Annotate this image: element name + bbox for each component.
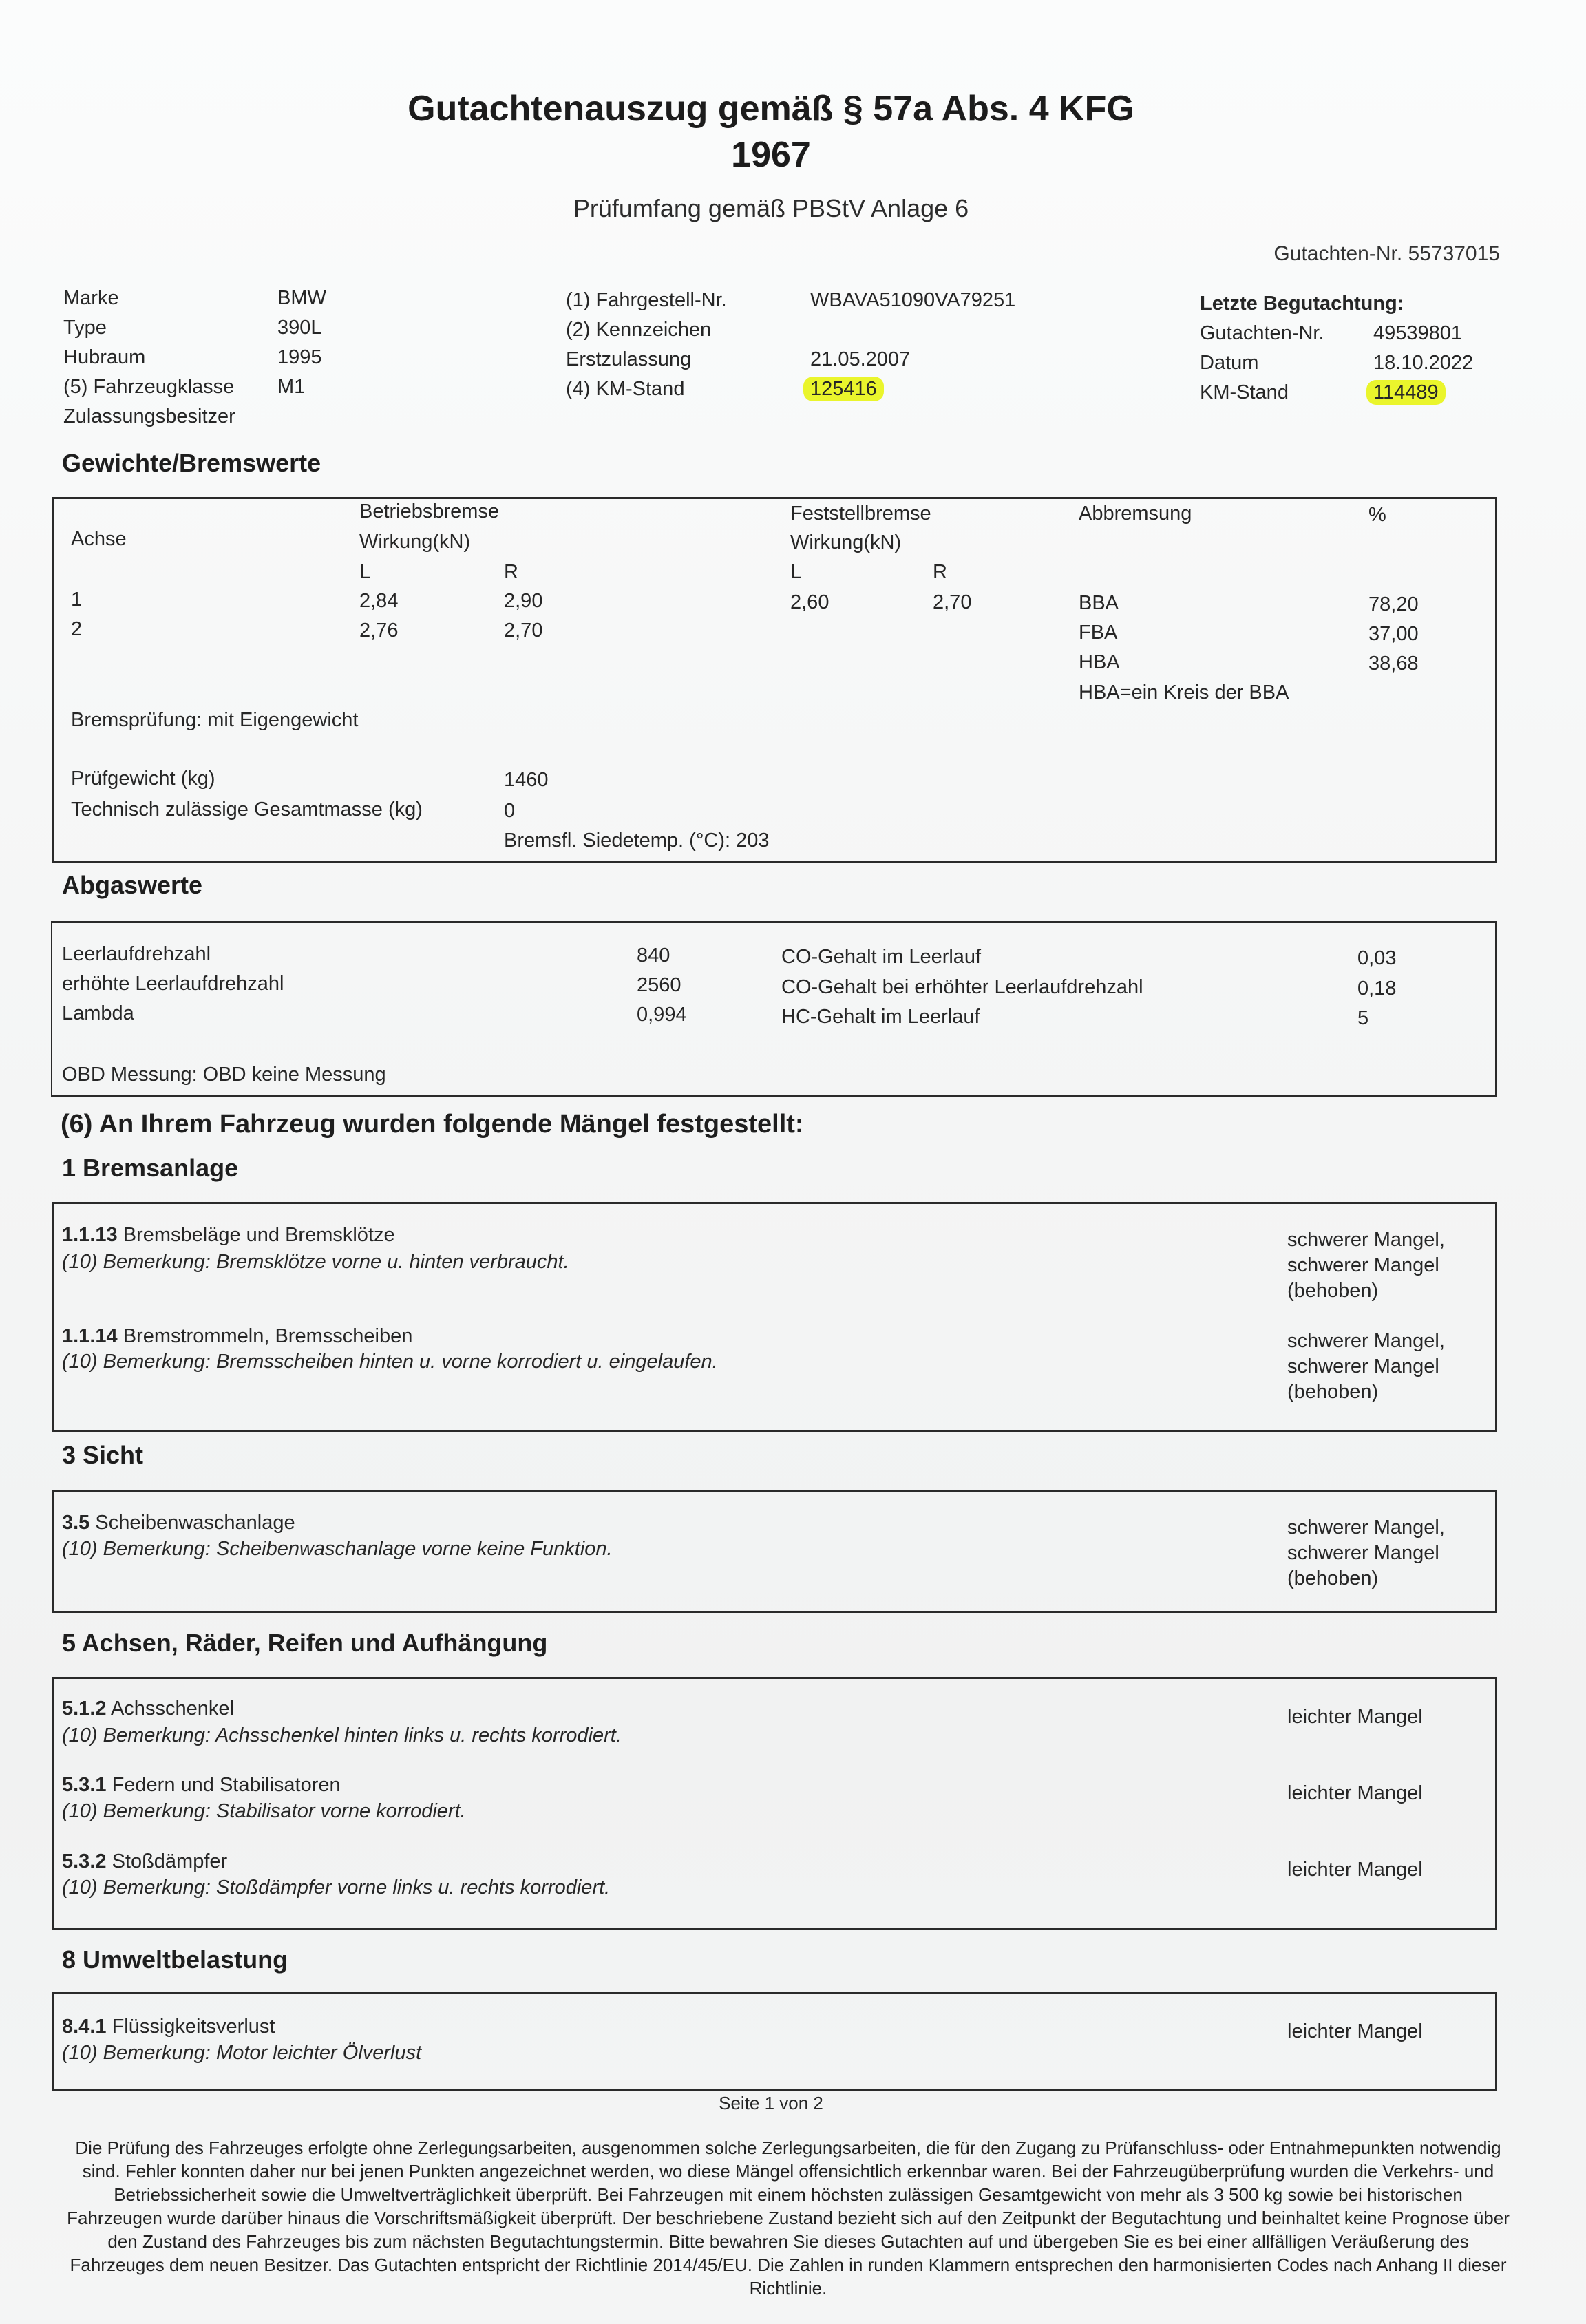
emission-value: 0,18: [1357, 978, 1397, 1000]
gross-mass-value: 0: [504, 800, 516, 822]
defect-severity: leichter Mangel: [1287, 2020, 1423, 2042]
footer-disclaimer: Die Prüfung des Fahrzeuges erfolgte ohne Zerlegungsarbeiten, ausgenommen solche Zerlegungsarbeiten, die für den Zugang zu Prüfanschluss- oder Entnahmepunkten notwendig sind. Fehler konnten daher nur bei jenen Punkten angezeichnet werden, wo diese Mängel offensichtlich erkennbar waren. Bei der Fahrzeugüberprüfung wurden die Verkehrs- und Betriebssicherheit sowie die Umweltverträglichkeit überprüft. Bei Fahrzeugen mit einem höchsten zulässigen Gesamtgewicht von mehr als 3 500 kg sowie bei historischen Fahrzeugen wurde darüber hinaus die Vorschriftsmäßigkeit überprüft. Der beschriebene Zustand bezieht sich auf den Zeitpunkt der Begutachtung und beinhaltet keine Prognose über den Zustand des Fahrzeuges bis zum nächsten Begutachtungstermin. Bitte bewahren Sie dieses Gutachten auf und übergeben Sie es bei einer allfälligen Veräußerung des Fahrzeuges dem neuen Besitzer. Das Gutachten entspricht der Richtlinie 2014/45/EU. Die Zahlen in runden Klammern entsprechen den harmonisierten Codes nach Anhang II dieser Richtlinie.: [67, 2137, 1510, 2299]
test-weight-label: Prüfgewicht (kg): [71, 768, 215, 790]
service-brake-label: Betriebsbremse: [359, 500, 500, 522]
defect-heading: [62, 1512, 295, 1534]
defect-severity: leichter Mangel: [1287, 1782, 1423, 1804]
emission-label: HC-Gehalt im Leerlauf: [781, 1006, 980, 1028]
parking-effect-label: Wirkung(kN): [790, 531, 902, 553]
axle-number: 1: [71, 589, 83, 611]
label-zulassungsbesitzer: Zulassungsbesitzer: [63, 405, 235, 427]
rate-value: 78,20: [1368, 593, 1419, 615]
defect-title: Stoßdämpfer: [112, 1850, 228, 1872]
section-title: 3 Sicht: [62, 1441, 144, 1469]
defect-code: 5.3.2: [62, 1850, 107, 1872]
rate-name: FBA: [1079, 622, 1118, 644]
obd-measurement: OBD Messung: OBD keine Messung: [62, 1064, 386, 1086]
defect-severity: leichter Mangel: [1287, 1859, 1423, 1881]
axle-header: Achse: [71, 528, 127, 550]
brake-fluid-boiling: Bremsfl. Siedetemp. (°C): 203: [504, 830, 770, 852]
service-effect-label: Wirkung(kN): [359, 531, 471, 553]
label-km-stand: (4) KM-Stand: [566, 378, 685, 400]
parking-brake-label: Feststellbremse: [790, 503, 931, 525]
value-km-stand: 125416: [803, 377, 884, 401]
defect-code: 1.1.14: [62, 1325, 118, 1347]
emissions-heading: Abgaswerte: [62, 871, 203, 899]
emission-value: 5: [1357, 1007, 1369, 1029]
value-marke: BMW: [277, 287, 326, 309]
emission-label: Leerlaufdrehzahl: [62, 943, 211, 965]
km-stand-wrapper: [810, 378, 884, 401]
defect-title: Bremstrommeln, Bremsscheiben: [123, 1325, 413, 1347]
defect-severity: leichter Mangel: [1287, 1706, 1423, 1728]
gross-mass-label: Technisch zulässige Gesamtmasse (kg): [71, 799, 423, 821]
label-marke: Marke: [63, 287, 119, 309]
section-title: 8 Umweltbelastung: [62, 1945, 288, 1974]
defect-title: Achsschenkel: [110, 1698, 234, 1720]
defect-code: 1.1.13: [62, 1224, 118, 1246]
defect-heading: [62, 1325, 412, 1348]
label-last-report-nr: Gutachten-Nr.: [1200, 322, 1324, 344]
defect-heading: [62, 1224, 395, 1247]
defect-title: Scheibenwaschanlage: [95, 1512, 295, 1534]
service-left-header: L: [359, 561, 371, 583]
label-fahrgestell: (1) Fahrgestell-Nr.: [566, 289, 727, 311]
defect-code: 5.3.1: [62, 1774, 107, 1796]
defect-remark: (10) Bemerkung: Stoßdämpfer vorne links u. rechts korrodiert.: [62, 1877, 611, 1899]
defect-heading: [62, 1774, 341, 1797]
defect-title: Flüssigkeitsverlust: [112, 2016, 275, 2038]
document-year: 1967: [731, 135, 811, 175]
defect-severity: schwerer Mangel, schwerer Mangel (behoben): [1287, 1330, 1445, 1403]
defect-section-box: [52, 1992, 1497, 2091]
defect-code: 3.5: [62, 1512, 90, 1534]
parking-left-value: 2,60: [790, 591, 829, 613]
emission-label: CO-Gehalt im Leerlauf: [781, 946, 982, 968]
defect-remark: (10) Bemerkung: Bremsklötze vorne u. hinten verbraucht.: [62, 1251, 569, 1273]
emission-value: 2560: [637, 974, 681, 996]
section-title: 1 Bremsanlage: [62, 1154, 239, 1182]
emission-value: 0,03: [1357, 947, 1397, 969]
defect-remark: (10) Bemerkung: Bremsscheiben hinten u. vorne korrodiert u. eingelaufen.: [62, 1351, 718, 1373]
label-last-date: Datum: [1200, 352, 1259, 374]
defect-severity: schwerer Mangel, schwerer Mangel (behoben): [1287, 1229, 1445, 1302]
label-last-km: KM-Stand: [1200, 381, 1289, 403]
report-number: Gutachten-Nr. 55737015: [1273, 242, 1500, 265]
defect-severity: schwerer Mangel, schwerer Mangel (behoben): [1287, 1517, 1445, 1589]
axle-number: 2: [71, 618, 83, 640]
rate-name: HBA: [1079, 651, 1120, 673]
service-right-value: 2,90: [504, 590, 543, 612]
defect-title: Bremsbeläge und Bremsklötze: [123, 1224, 395, 1246]
value-fahrzeugklasse: M1: [277, 376, 306, 398]
defect-remark: (10) Bemerkung: Scheibenwaschanlage vorne keine Funktion.: [62, 1538, 613, 1560]
value-fahrgestell: WBAVA51090VA79251: [810, 289, 1016, 311]
document-subtitle: Prüfumfang gemäß PBStV Anlage 6: [573, 194, 969, 222]
value-last-report-nr: 49539801: [1373, 322, 1463, 344]
parking-right-header: R: [933, 561, 947, 583]
value-erstzulassung: 21.05.2007: [810, 348, 911, 370]
section-title: 5 Achsen, Räder, Reifen und Aufhängung: [62, 1629, 548, 1657]
label-erstzulassung: Erstzulassung: [566, 348, 692, 370]
emission-label: CO-Gehalt bei erhöhter Leerlaufdrehzahl: [781, 976, 1143, 998]
brake-test-mode: Bremsprüfung: mit Eigengewicht: [71, 709, 359, 731]
label-fahrzeugklasse: (5) Fahrzeugklasse: [63, 376, 235, 398]
parking-right-value: 2,70: [933, 591, 972, 613]
label-type: Type: [63, 317, 107, 339]
emission-value: 0,994: [637, 1004, 687, 1026]
value-last-km: 114489: [1366, 380, 1446, 405]
rate-value: 38,68: [1368, 653, 1419, 675]
rate-name: BBA: [1079, 592, 1119, 614]
parking-left-header: L: [790, 561, 802, 583]
defect-title: Federn und Stabilisatoren: [112, 1774, 341, 1796]
defect-heading: [62, 1850, 227, 1873]
deceleration-header: Abbremsung: [1079, 503, 1192, 525]
defect-heading: [62, 2016, 275, 2038]
service-right-header: R: [504, 561, 518, 583]
service-left-value: 2,84: [359, 590, 399, 612]
service-right-value: 2,70: [504, 620, 543, 642]
defect-code: 5.1.2: [62, 1698, 107, 1720]
emission-label: Lambda: [62, 1002, 134, 1024]
value-hubraum: 1995: [277, 346, 322, 368]
defect-code: 8.4.1: [62, 2016, 107, 2038]
defect-remark: (10) Bemerkung: Achsschenkel hinten links u. rechts korrodiert.: [62, 1724, 622, 1746]
defects-heading: (6) An Ihrem Fahrzeug wurden folgende Mängel festgestellt:: [61, 1110, 804, 1139]
last-km-wrapper: [1373, 381, 1446, 404]
emission-label: erhöhte Leerlaufdrehzahl: [62, 973, 284, 995]
label-hubraum: Hubraum: [63, 346, 146, 368]
emission-value: 840: [637, 944, 670, 966]
page-indicator: Seite 1 von 2: [719, 2093, 823, 2113]
value-last-date: 18.10.2022: [1373, 352, 1474, 374]
defect-remark: (10) Bemerkung: Motor leichter Ölverlust: [62, 2042, 422, 2064]
label-kennzeichen: (2) Kennzeichen: [566, 319, 712, 341]
brakes-heading: Gewichte/Bremswerte: [62, 449, 321, 477]
rate-note: HBA=ein Kreis der BBA: [1079, 682, 1289, 704]
percent-header: %: [1368, 504, 1386, 526]
value-type: 390L: [277, 317, 322, 339]
defect-heading: [62, 1698, 234, 1720]
defect-remark: (10) Bemerkung: Stabilisator vorne korrodiert.: [62, 1800, 466, 1822]
document-title: Gutachtenauszug gemäß § 57a Abs. 4 KFG: [408, 89, 1134, 129]
rate-value: 37,00: [1368, 623, 1419, 645]
last-inspection-heading: Letzte Begutachtung:: [1200, 293, 1404, 315]
service-left-value: 2,76: [359, 620, 399, 642]
test-weight-value: 1460: [504, 769, 549, 791]
